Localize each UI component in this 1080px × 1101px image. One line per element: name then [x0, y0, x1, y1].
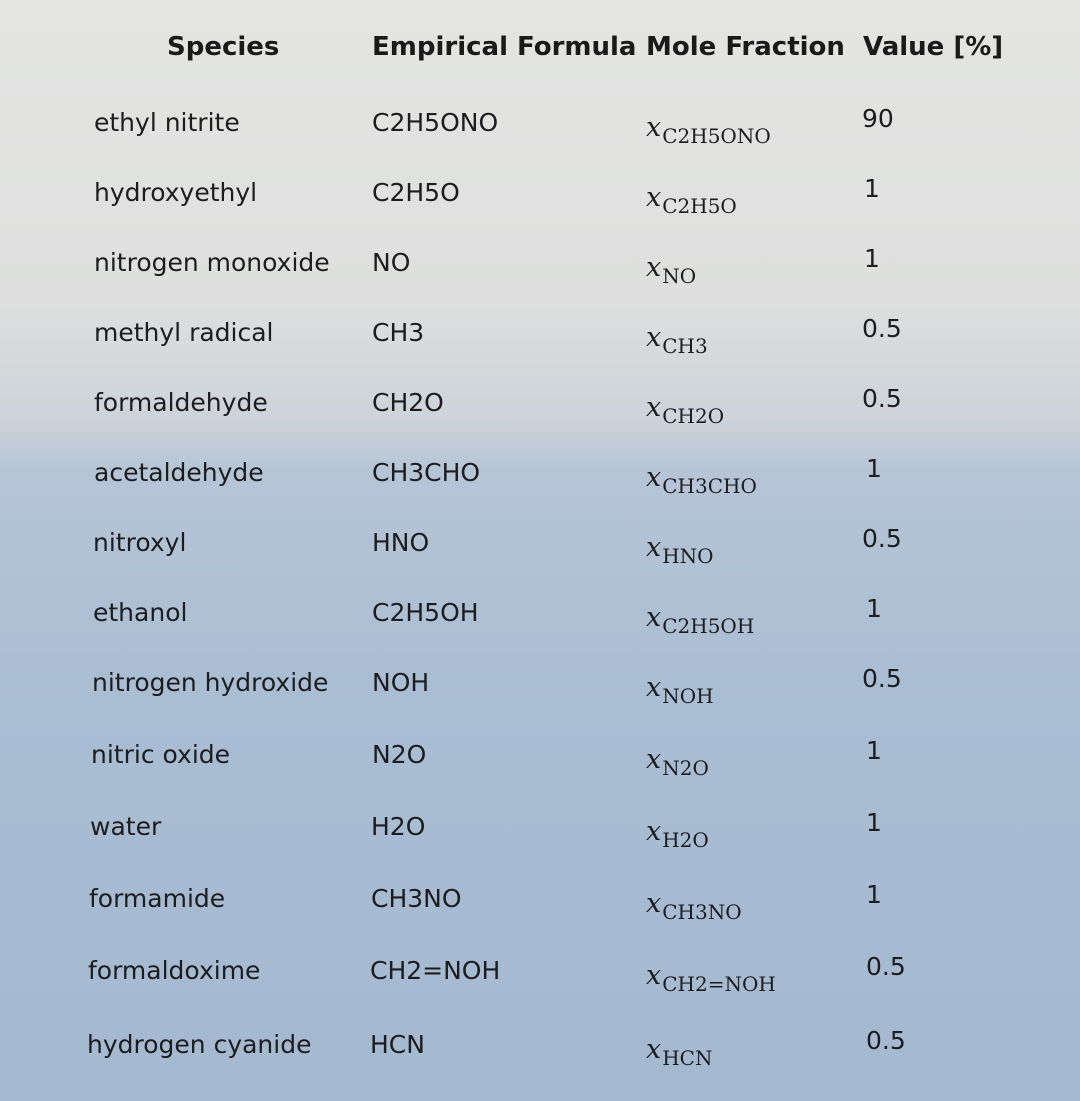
table-row [0, 454, 1080, 518]
formula-cell: HNO [372, 528, 430, 557]
table-row [0, 808, 1080, 872]
value-cell: 1 [866, 594, 882, 623]
formula-cell: HCN [370, 1030, 425, 1059]
table-row [0, 524, 1080, 588]
table-row [0, 736, 1080, 800]
table-row [0, 594, 1080, 658]
species-cell: ethyl nitrite [94, 108, 240, 137]
mole-fraction-symbol: x [646, 322, 662, 353]
species-cell: ethanol [93, 598, 188, 627]
mole-fraction-cell [646, 112, 771, 148]
formula-cell: H2O [371, 812, 426, 841]
mole-fraction-subscript: C2H5OH [662, 614, 755, 638]
mole-fraction-symbol: x [646, 392, 662, 423]
species-cell: nitrogen hydroxide [92, 668, 329, 697]
mole-fraction-subscript: NO [662, 264, 697, 288]
species-cell: formaldehyde [94, 388, 268, 417]
mole-fraction-subscript: CH3 [662, 334, 708, 358]
value-cell: 0.5 [862, 664, 902, 693]
header-species: Species [167, 32, 280, 62]
table-row [0, 244, 1080, 308]
mole-fraction-subscript: C2H5ONO [662, 124, 771, 148]
value-cell: 1 [864, 174, 880, 203]
mole-fraction-symbol: x [646, 672, 662, 703]
value-cell: 1 [866, 454, 882, 483]
mole-fraction-symbol: x [646, 462, 662, 493]
mole-fraction-cell [646, 816, 709, 852]
mole-fraction-symbol: x [646, 252, 662, 283]
header-mole-fraction: Mole Fraction [646, 32, 845, 62]
mole-fraction-subscript: CH3CHO [662, 474, 757, 498]
formula-cell: N2O [372, 740, 427, 769]
table-row [0, 174, 1080, 238]
species-cell: methyl radical [94, 318, 274, 347]
mole-fraction-subscript: H2O [662, 828, 709, 852]
species-cell: water [90, 812, 162, 841]
mole-fraction-subscript: HNO [662, 544, 714, 568]
mole-fraction-subscript: NOH [662, 684, 714, 708]
formula-cell: CH3 [372, 318, 425, 347]
formula-cell: CH3CHO [372, 458, 481, 487]
value-cell: 0.5 [862, 314, 902, 343]
mole-fraction-subscript: CH2=NOH [662, 972, 776, 996]
table-row [0, 104, 1080, 168]
formula-cell: NO [372, 248, 411, 277]
mole-fraction-symbol: x [646, 744, 662, 775]
mole-fraction-cell [646, 532, 714, 568]
table-row [0, 952, 1080, 1016]
table-row [0, 664, 1080, 728]
mole-fraction-subscript: CH2O [662, 404, 725, 428]
mole-fraction-cell [646, 888, 742, 924]
mole-fraction-cell [646, 1034, 713, 1070]
value-cell: 0.5 [862, 384, 902, 413]
species-cell: hydrogen cyanide [87, 1030, 312, 1059]
value-cell: 0.5 [866, 952, 906, 981]
mole-fraction-symbol: x [646, 888, 662, 919]
mole-fraction-cell [646, 960, 776, 996]
header-empirical-formula: Empirical Formula [372, 32, 637, 62]
table-row [0, 314, 1080, 378]
table-row [0, 384, 1080, 448]
value-cell: 1 [866, 808, 882, 837]
value-cell: 0.5 [862, 524, 902, 553]
formula-cell: CH2O [372, 388, 444, 417]
formula-cell: NOH [372, 668, 430, 697]
mole-fraction-cell [646, 252, 697, 288]
value-cell: 0.5 [866, 1026, 906, 1055]
species-cell: formaldoxime [88, 956, 261, 985]
mole-fraction-cell [646, 392, 725, 428]
mole-fraction-symbol: x [646, 816, 662, 847]
formula-cell: CH3NO [371, 884, 462, 913]
value-cell: 1 [866, 880, 882, 909]
formula-cell: C2H5ONO [372, 108, 499, 137]
mole-fraction-subscript: N2O [662, 756, 709, 780]
species-cell: acetaldehyde [94, 458, 264, 487]
value-cell: 1 [866, 736, 882, 765]
mole-fraction-cell [646, 602, 755, 638]
table-row [0, 880, 1080, 944]
header-value: Value [%] [863, 32, 1004, 62]
mole-fraction-symbol: x [646, 960, 662, 991]
mole-fraction-cell [646, 462, 757, 498]
species-cell: nitric oxide [91, 740, 231, 769]
species-cell: nitrogen monoxide [94, 248, 330, 277]
mole-fraction-symbol: x [646, 602, 662, 633]
mole-fraction-cell [646, 322, 708, 358]
formula-cell: C2H5O [372, 178, 460, 207]
mole-fraction-cell [646, 672, 714, 708]
value-cell: 1 [864, 244, 880, 273]
table-row [0, 1026, 1080, 1090]
mole-fraction-cell [646, 182, 737, 218]
species-cell: formamide [89, 884, 226, 913]
value-cell: 90 [862, 104, 894, 133]
mole-fraction-cell [646, 744, 709, 780]
species-cell: hydroxyethyl [94, 178, 258, 207]
mole-fraction-symbol: x [646, 182, 662, 213]
mole-fraction-subscript: C2H5O [662, 194, 737, 218]
mole-fraction-subscript: HCN [662, 1046, 713, 1070]
formula-cell: CH2=NOH [370, 956, 501, 985]
species-cell: nitroxyl [93, 528, 187, 557]
mole-fraction-symbol: x [646, 532, 662, 563]
mole-fraction-symbol: x [646, 112, 662, 143]
mole-fraction-symbol: x [646, 1034, 662, 1065]
formula-cell: C2H5OH [372, 598, 479, 627]
mole-fraction-subscript: CH3NO [662, 900, 742, 924]
